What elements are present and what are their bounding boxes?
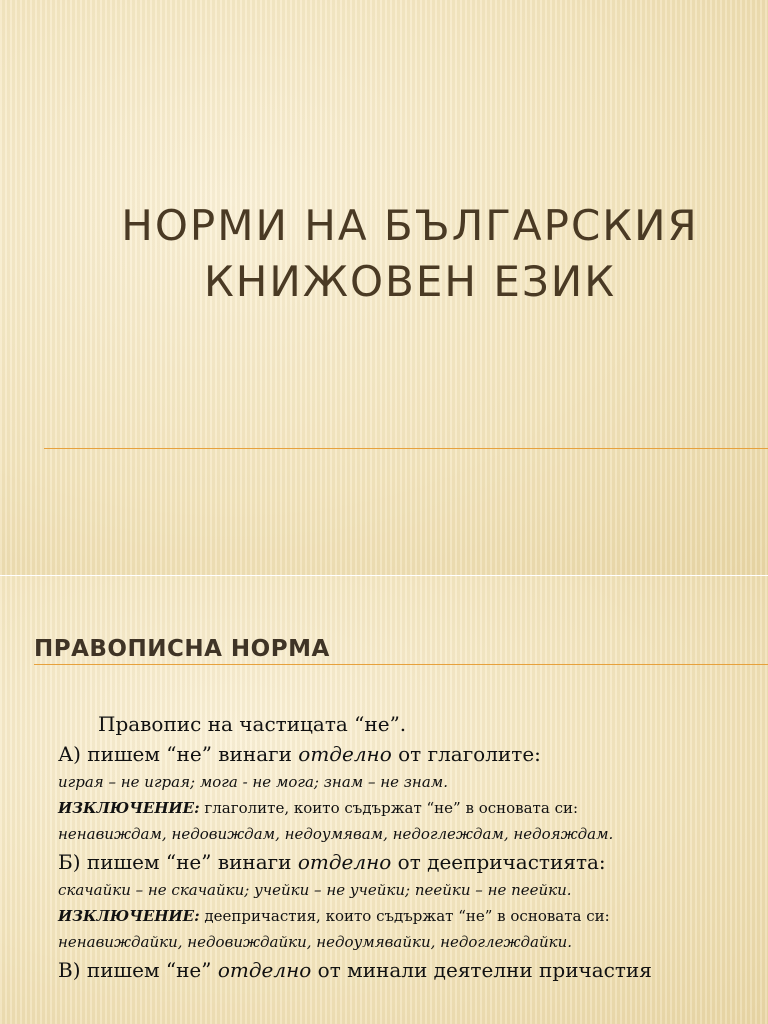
rule-a-prefix: А) пишем “не” винаги xyxy=(58,742,299,766)
rule-a xyxy=(58,742,758,766)
rule-c xyxy=(58,958,758,982)
slide-title-line-2: КНИЖОВЕН ЕЗИК xyxy=(203,257,617,306)
slide-title xyxy=(60,198,760,310)
intro-line: Правопис на частицата “не”. xyxy=(98,712,407,736)
title-divider xyxy=(44,448,768,449)
rule-b-suffix: от деепричастията: xyxy=(391,850,606,874)
slide-heading: ПРАВОПИСНА НОРМА xyxy=(34,636,330,662)
rule-b-emphasis: отделно xyxy=(297,850,392,874)
rule-b-examples: скачайки – не скачайки; учейки – не учейки; пеейки – не пеейки. xyxy=(58,881,572,899)
exception-b xyxy=(58,906,758,926)
slide-title-line-1: НОРМИ НА БЪЛГАРСКИЯ xyxy=(121,201,699,250)
rule-c-suffix: от минали деятелни причастия xyxy=(311,958,652,982)
rule-a-suffix: от глаголите: xyxy=(391,742,541,766)
content-slide xyxy=(0,576,768,1024)
exception-a xyxy=(58,798,758,818)
rule-b-prefix: Б) пишем “не” винаги xyxy=(58,850,298,874)
rule-c-prefix: В) пишем “не” xyxy=(58,958,218,982)
exception-b-label: ИЗКЛЮЧЕНИЕ: xyxy=(58,907,200,925)
exception-b-text: деепричастия, които съдържат “не” в основата си: xyxy=(199,907,610,925)
rule-a-emphasis: отделно xyxy=(298,742,392,766)
exception-a-text: глаголите, които съдържат “не” в основата си: xyxy=(199,799,579,817)
rule-c-emphasis: отделно xyxy=(217,958,312,982)
rule-a-examples: играя – не играя; мога - не мога; знам – не знам. xyxy=(58,773,448,791)
rule-b xyxy=(58,850,758,874)
exception-a-examples: ненавиждам, недовиждам, недоумявам, недоглеждам, недояждам. xyxy=(58,825,614,843)
slide-body xyxy=(58,712,758,988)
exception-b-examples: ненавиждайки, недовиждайки, недоумявайки, недоглеждайки. xyxy=(58,933,572,951)
exception-a-label: ИЗКЛЮЧЕНИЕ: xyxy=(58,799,200,817)
heading-underline xyxy=(34,664,768,665)
